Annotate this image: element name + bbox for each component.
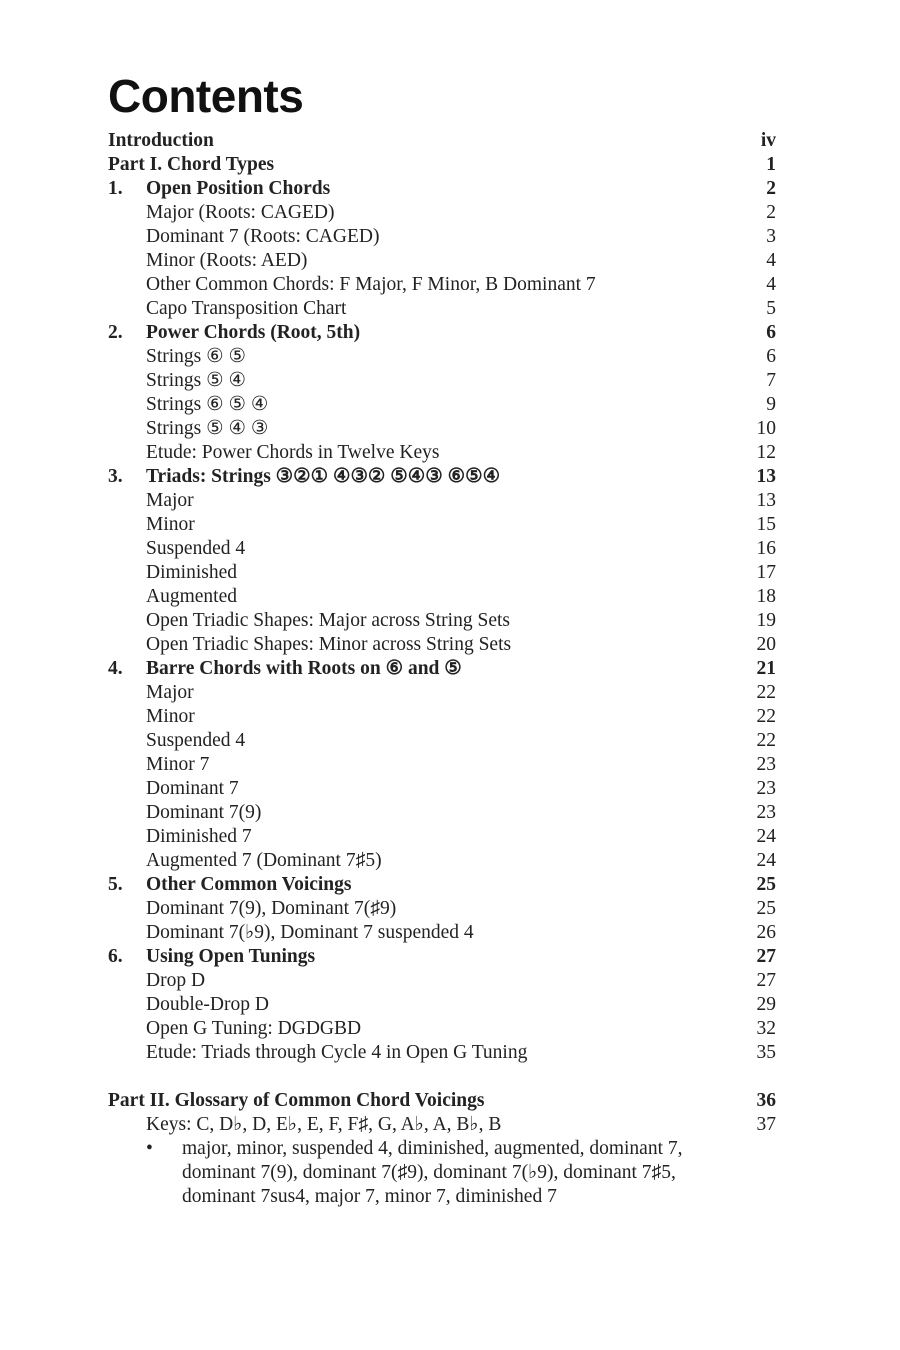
toc-entry-label: Augmented [146,586,237,607]
toc-entry-label: Capo Transposition Chart [146,298,347,319]
toc-entry[interactable] [108,417,776,441]
toc-entry-page: 29 [756,994,776,1015]
toc-entry[interactable] [108,201,776,225]
toc-entry-label: Diminished 7 [146,826,252,847]
toc-entry[interactable] [108,969,776,993]
toc-entry-label: Strings ⑥ ⑤ ④ [146,394,269,415]
toc-entry[interactable] [108,321,776,345]
toc-entry-page: 19 [756,610,776,631]
toc-entry[interactable] [108,225,776,249]
toc-entry-label: Open G Tuning: DGDGBD [146,1018,362,1039]
toc-entry-label: Open Triadic Shapes: Minor across String Sets [146,634,512,655]
toc-entry-page: 18 [756,586,776,607]
toc-entry-label: Dominant 7(9), Dominant 7(♯9) [146,898,397,919]
toc-entry-page: iv [760,130,776,151]
toc-entry-number: 3. [108,466,123,487]
toc-entry[interactable] [108,297,776,321]
chord-types-bullet [108,1137,776,1209]
toc-entry-page: 32 [756,1018,776,1039]
toc-entry[interactable] [108,489,776,513]
toc-entry[interactable] [108,897,776,921]
toc-entry-label: Other Common Chords: F Major, F Minor, B Dominant 7 [146,274,596,295]
toc-entry[interactable] [108,801,776,825]
toc-entry-label: Minor 7 [146,754,210,775]
toc-entry[interactable] [108,633,776,657]
toc-entry-page: 27 [756,970,776,991]
toc-entry-page: 1 [766,154,776,175]
toc-entry-page: 9 [766,394,776,415]
toc-entry-number: 6. [108,946,123,967]
toc-entry[interactable] [108,1041,776,1065]
toc-entry-label: Dominant 7(♭9), Dominant 7 suspended 4 [146,922,474,943]
toc-entry-page: 35 [756,1042,776,1063]
chord-types-list: major, minor, suspended 4, diminished, augmented, dominant 7, dominant 7(9), dominant 7(♯9), dominant 7(♭9), dominant 7♯5, dominant 7sus4, major 7, minor 7, diminished 7 [182,1138,683,1207]
toc-entry[interactable] [108,993,776,1017]
toc-entry-number: 2. [108,322,123,343]
toc-entry-page: 15 [756,514,776,535]
toc-entry[interactable] [108,609,776,633]
toc-entry-label: Augmented 7 (Dominant 7♯5) [146,850,382,871]
toc-keys-label: Keys: C, D♭, D, E♭, E, F, F♯, G, A♭, A, B♭, B [146,1114,502,1135]
toc-keys-entry[interactable] [108,1113,776,1137]
toc-entry-label: Major [146,490,194,511]
toc-entry-label: Open Triadic Shapes: Major across String Sets [146,610,510,631]
toc-entry[interactable] [108,129,776,153]
toc-entry-number: 4. [108,658,123,679]
toc-entry-label: Other Common Voicings [146,874,352,895]
toc-part-2-page: 36 [756,1090,776,1111]
toc-entry-label: Double-Drop D [146,994,269,1015]
toc-entry[interactable] [108,441,776,465]
toc-entry-page: 6 [766,346,776,367]
toc-entry[interactable] [108,945,776,969]
toc-entry-page: 25 [756,874,776,895]
toc-entry-page: 2 [766,178,776,199]
toc-entry-page: 17 [756,562,776,583]
toc-entry-number: 5. [108,874,123,895]
toc-entry-page: 24 [756,850,776,871]
toc-entry[interactable] [108,849,776,873]
toc-entry-page: 20 [756,634,776,655]
toc-entry[interactable] [108,513,776,537]
toc-entry[interactable] [108,705,776,729]
toc-entry-label: Open Position Chords [146,178,331,199]
toc-entry-page: 6 [766,322,776,343]
toc-entry[interactable] [108,369,776,393]
toc-entry[interactable] [108,345,776,369]
toc-entry-page: 21 [756,658,776,679]
toc-entry[interactable] [108,753,776,777]
toc-entry-page: 22 [756,730,776,751]
toc-entry-page: 5 [766,298,776,319]
toc-entry[interactable] [108,1017,776,1041]
toc-entry-label: Major (Roots: CAGED) [146,202,335,223]
toc-entry-label: Etude: Triads through Cycle 4 in Open G Tuning [146,1042,528,1063]
toc-entry[interactable] [108,777,776,801]
toc-entry-page: 10 [756,418,776,439]
toc-entry[interactable] [108,465,776,489]
toc-entry[interactable] [108,681,776,705]
page-title: Contents [108,70,304,122]
toc-entry-page: 4 [766,250,776,271]
section-gap [108,1065,776,1089]
toc-entry-page: 23 [756,802,776,823]
toc-entry[interactable] [108,393,776,417]
toc-keys-page: 37 [756,1114,776,1135]
toc-entry-page: 25 [756,898,776,919]
toc-entry-label: Using Open Tunings [146,946,316,967]
toc-entry[interactable] [108,873,776,897]
toc-entry-page: 13 [756,466,776,487]
toc-entry-label: Dominant 7 [146,778,239,799]
toc-entry-label: Strings ⑤ ④ [146,370,246,391]
toc-entry[interactable] [108,249,776,273]
toc-entry-page: 4 [766,274,776,295]
toc-entry-page: 12 [756,442,776,463]
toc-entry-label: Minor (Roots: AED) [146,250,308,271]
toc-entry-label: Drop D [146,970,206,991]
toc-entry-page: 24 [756,826,776,847]
toc-entry-label: Dominant 7(9) [146,802,262,823]
toc-entry-label: Major [146,682,194,703]
toc-entry-label: Strings ⑥ ⑤ [146,346,246,367]
toc-entry-label: Barre Chords with Roots on ⑥ and ⑤ [146,658,462,679]
toc-entry[interactable] [108,537,776,561]
toc-entry-page: 7 [766,370,776,391]
toc-entry-page: 23 [756,754,776,775]
toc-entry-label: Etude: Power Chords in Twelve Keys [146,442,440,463]
toc-entry-number: 1. [108,178,123,199]
toc-entry[interactable] [108,921,776,945]
toc-entry[interactable] [108,825,776,849]
toc-entry[interactable] [108,153,776,177]
toc-part-2[interactable] [108,1089,776,1113]
toc-entry[interactable] [108,273,776,297]
bullet-icon: • [146,1138,153,1159]
toc-entry-page: 22 [756,706,776,727]
toc-entry[interactable] [108,177,776,201]
toc-entry-label: Minor [146,706,195,727]
toc-entry-label: Diminished [146,562,237,583]
toc-entry-page: 3 [766,226,776,247]
toc-entry[interactable] [108,657,776,681]
toc-entry-label: Suspended 4 [146,730,246,751]
table-of-contents [108,129,776,1209]
toc-entry-label: Minor [146,514,195,535]
toc-entry-label: Part I. Chord Types [108,154,275,175]
toc-entry-page: 27 [756,946,776,967]
toc-entry-label: Suspended 4 [146,538,246,559]
toc-entry-page: 13 [756,490,776,511]
toc-entry-page: 22 [756,682,776,703]
toc-entry-label: Power Chords (Root, 5th) [146,322,361,343]
toc-entry-label: Introduction [108,130,214,151]
toc-part-2-label: Part II. Glossary of Common Chord Voicings [108,1090,485,1111]
toc-entry-label: Strings ⑤ ④ ③ [146,418,269,439]
toc-entries [108,129,776,1065]
toc-entry-page: 23 [756,778,776,799]
toc-entry[interactable] [108,561,776,585]
toc-entry-page: 26 [756,922,776,943]
toc-entry-page: 16 [756,538,776,559]
toc-entry-label: Dominant 7 (Roots: CAGED) [146,226,380,247]
toc-entry-page: 2 [766,202,776,223]
toc-entry[interactable] [108,585,776,609]
toc-entry-label: Triads: Strings ③②① ④③② ⑤④③ ⑥⑤④ [146,466,501,487]
toc-entry[interactable] [108,729,776,753]
